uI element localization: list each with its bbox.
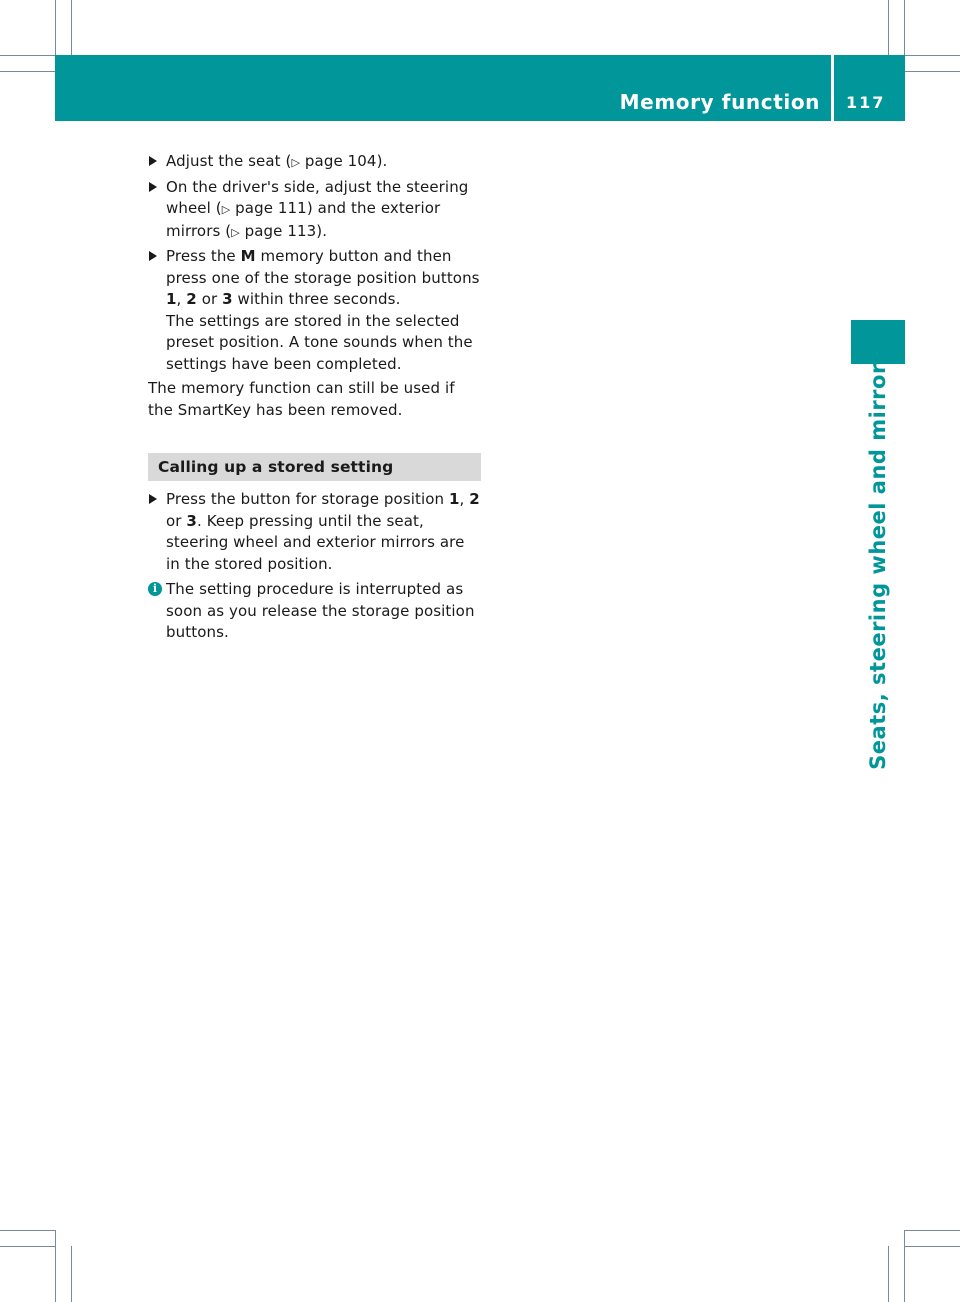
instruction-step: Adjust the seat (▷ page 104). bbox=[148, 151, 481, 174]
body-paragraph: The memory function can still be used if the SmartKey has been removed. bbox=[148, 379, 455, 419]
triangle-right-icon: ▷ bbox=[231, 225, 240, 239]
crop-mark bbox=[0, 71, 55, 72]
crop-mark bbox=[905, 1246, 960, 1247]
content-column bbox=[148, 151, 481, 644]
crop-mark bbox=[71, 1246, 72, 1302]
info-icon: i bbox=[148, 582, 162, 596]
crop-mark bbox=[905, 1230, 960, 1231]
crop-mark bbox=[0, 1230, 55, 1231]
crop-mark bbox=[71, 0, 72, 55]
arrow-right-icon bbox=[149, 156, 157, 166]
instruction-step: On the driver's side, adjust the steering wheel (▷ page 111) and the exterior mirrors (▷ page 113). bbox=[148, 177, 481, 244]
arrow-right-icon bbox=[149, 251, 157, 261]
crop-mark bbox=[888, 0, 889, 55]
step-result: The settings are stored in the selected preset position. A tone sounds when the settings have been completed. bbox=[166, 311, 473, 373]
instruction-step: Press the M memory button and then press one of the storage position buttons 1, 2 or 3 within three seconds. The settings are stored in the selected preset position. A tone sounds when the settings have been completed. bbox=[148, 246, 481, 375]
info-note: i The setting procedure is interrupted as soon as you release the storage position buttons. bbox=[148, 579, 481, 644]
crop-mark bbox=[904, 0, 905, 55]
section-heading: Calling up a stored setting bbox=[148, 453, 481, 481]
crop-mark bbox=[0, 1246, 55, 1247]
crop-mark bbox=[905, 71, 960, 72]
triangle-right-icon: ▷ bbox=[291, 156, 301, 169]
crop-mark bbox=[904, 1230, 905, 1302]
instruction-step: Press the button for storage position 1, 2 or 3. Keep pressing until the seat, steering wheel and exterior mirrors are in the stored position. bbox=[148, 489, 481, 575]
crop-mark bbox=[55, 1230, 56, 1302]
chapter-tab-label: Seats, steering wheel and mirrors bbox=[866, 350, 890, 770]
triangle-right-icon: ▷ bbox=[221, 203, 231, 216]
page-title: Memory function bbox=[619, 90, 820, 114]
crop-mark bbox=[888, 1246, 889, 1302]
page-number: 117 bbox=[846, 93, 886, 112]
arrow-right-icon bbox=[149, 494, 157, 504]
crop-mark bbox=[55, 0, 56, 55]
crop-mark bbox=[905, 55, 960, 56]
crop-mark bbox=[0, 55, 55, 56]
arrow-right-icon bbox=[149, 182, 157, 192]
header-divider bbox=[831, 55, 834, 121]
